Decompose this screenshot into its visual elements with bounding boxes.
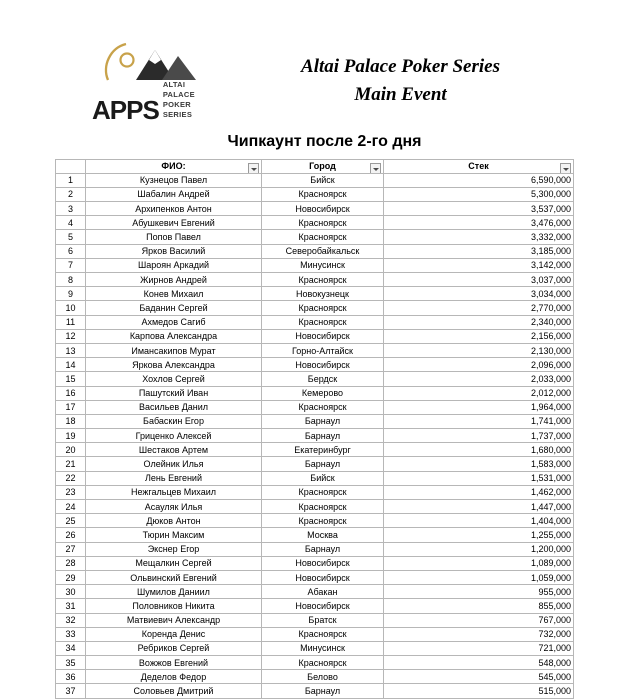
title-line-1: Altai Palace Poker Series [301,55,500,77]
cell-stack: 855,000 [384,599,574,613]
logo-apps-text: APPS [92,94,159,125]
cell-rank: 32 [56,613,86,627]
cell-name: Пашутский Иван [86,386,262,400]
table-row [56,656,574,670]
cell-stack: 1,462,000 [384,485,574,499]
cell-city: Красноярск [262,400,384,414]
cell-rank: 14 [56,358,86,372]
cell-name: Гриценко Алексей [86,429,262,443]
cell-city: Новосибирск [262,358,384,372]
cell-name: Попов Павел [86,230,262,244]
cell-rank: 31 [56,599,86,613]
cell-city: Красноярск [262,315,384,329]
cell-city: Барнаул [262,414,384,428]
cell-name: Матвиевич Александр [86,613,262,627]
cell-rank: 13 [56,343,86,357]
cell-name: Яркова Александра [86,358,262,372]
page-subtitle: Чипкаунт после 2-го дня [227,132,422,150]
cell-rank: 5 [56,230,86,244]
cell-name: Ребриков Сергей [86,641,262,655]
cell-city: Красноярск [262,627,384,641]
cell-stack: 732,000 [384,627,574,641]
cell-city: Минусинск [262,258,384,272]
cell-rank: 33 [56,627,86,641]
table-row [56,244,574,258]
table-row [56,627,574,641]
table-row [56,641,574,655]
cell-stack: 1,059,000 [384,570,574,584]
table-row [56,343,574,357]
table-row [56,542,574,556]
cell-stack: 1,404,000 [384,514,574,528]
table-row [56,400,574,414]
table-row [56,585,574,599]
cell-city: Красноярск [262,514,384,528]
logo-subtext-line1: ALTAI PALACE [162,80,195,100]
cell-city: Бердск [262,372,384,386]
cell-stack: 3,185,000 [384,244,574,258]
cell-name: Деделов Федор [86,670,262,684]
apps-logo [92,40,212,123]
cell-name: Мещалкин Сергей [86,556,262,570]
table-row [56,556,574,570]
table-row [56,372,574,386]
cell-name: Конев Михаил [86,287,262,301]
cell-stack: 1,089,000 [384,556,574,570]
cell-city: Красноярск [262,485,384,499]
cell-name: Шестаков Артем [86,443,262,457]
cell-rank: 1 [56,173,86,187]
cell-name: Нежгальцев Михаил [86,485,262,499]
cell-city: Братск [262,613,384,627]
cell-stack: 1,447,000 [384,500,574,514]
cell-name: Абушкевич Евгений [86,216,262,230]
cell-city: Красноярск [262,273,384,287]
table-row [56,443,574,457]
table-header-row [56,159,574,173]
cell-city: Екатеринбург [262,443,384,457]
cell-stack: 2,096,000 [384,358,574,372]
cell-rank: 15 [56,372,86,386]
cell-rank: 22 [56,471,86,485]
cell-name: Архипенков Антон [86,202,262,216]
header-rank [56,159,86,173]
table-row [56,485,574,499]
cell-city: Минусинск [262,641,384,655]
cell-city: Москва [262,528,384,542]
header-stack-label: Стек [468,161,489,172]
cell-rank: 4 [56,216,86,230]
table-row [56,613,574,627]
cell-city: Новокузнецк [262,287,384,301]
cell-city: Белово [262,670,384,684]
cell-stack: 3,142,000 [384,258,574,272]
cell-stack: 2,130,000 [384,343,574,357]
cell-rank: 23 [56,485,86,499]
cell-stack: 1,583,000 [384,457,574,471]
table-row [56,287,574,301]
cell-rank: 6 [56,244,86,258]
cell-rank: 29 [56,570,86,584]
cell-name: Хохлов Сергей [86,372,262,386]
cell-city: Горно-Алтайск [262,343,384,357]
cell-stack: 2,770,000 [384,301,574,315]
cell-rank: 11 [56,315,86,329]
cell-name: Экснер Егор [86,542,262,556]
logo-subtext-line2: POKER SERIES [162,100,193,120]
cell-rank: 30 [56,585,86,599]
cell-city: Барнаул [262,457,384,471]
cell-stack: 2,033,000 [384,372,574,386]
cell-rank: 24 [56,500,86,514]
table-row [56,500,574,514]
cell-stack: 955,000 [384,585,574,599]
cell-rank: 25 [56,514,86,528]
cell-name: Ярков Василий [86,244,262,258]
cell-rank: 27 [56,542,86,556]
cell-city: Красноярск [262,301,384,315]
table-row [56,471,574,485]
cell-rank: 8 [56,273,86,287]
cell-stack: 1,255,000 [384,528,574,542]
header-city-label: Город [309,161,336,172]
cell-stack: 1,680,000 [384,443,574,457]
cell-city: Северобайкальск [262,244,384,258]
document-header [0,0,629,123]
cell-city: Красноярск [262,216,384,230]
cell-city: Барнаул [262,429,384,443]
table-row [56,329,574,343]
table-row [56,301,574,315]
logo-wordmark [92,80,212,123]
cell-stack: 545,000 [384,670,574,684]
cell-name: Жирнов Андрей [86,273,262,287]
cell-stack: 3,537,000 [384,202,574,216]
cell-stack: 5,300,000 [384,187,574,201]
cell-name: Коренда Денис [86,627,262,641]
table-row [56,599,574,613]
table-row [56,414,574,428]
cell-name: Ольвинский Евгений [86,570,262,584]
table-row [56,386,574,400]
chipcount-table-wrapper [55,159,574,699]
cell-stack: 1,964,000 [384,400,574,414]
table-row [56,315,574,329]
table-row [56,230,574,244]
cell-name: Олейник Илья [86,457,262,471]
cell-stack: 767,000 [384,613,574,627]
table-row [56,684,574,698]
cell-stack: 515,000 [384,684,574,698]
cell-rank: 34 [56,641,86,655]
table-row [56,528,574,542]
cell-city: Барнаул [262,542,384,556]
header-stack[interactable] [384,159,574,173]
chipcount-table [55,159,574,699]
cell-rank: 21 [56,457,86,471]
cell-name: Карпова Александра [86,329,262,343]
cell-city: Новосибирск [262,202,384,216]
table-row [56,187,574,201]
cell-rank: 20 [56,443,86,457]
cell-rank: 9 [56,287,86,301]
page-title [212,53,629,110]
mountain-logo-icon [100,40,204,82]
header-city[interactable] [262,159,384,173]
cell-stack: 1,200,000 [384,542,574,556]
cell-name: Лень Евгений [86,471,262,485]
cell-name: Тюрин Максим [86,528,262,542]
cell-rank: 18 [56,414,86,428]
cell-city: Бийск [262,173,384,187]
cell-rank: 28 [56,556,86,570]
cell-city: Новосибирск [262,329,384,343]
cell-city: Новосибирск [262,570,384,584]
cell-city: Барнаул [262,684,384,698]
cell-rank: 2 [56,187,86,201]
cell-rank: 17 [56,400,86,414]
table-row [56,514,574,528]
table-body [56,159,574,698]
cell-city: Кемерово [262,386,384,400]
cell-rank: 37 [56,684,86,698]
table-row [56,273,574,287]
cell-stack: 3,332,000 [384,230,574,244]
cell-name: Кузнецов Павел [86,173,262,187]
cell-city: Красноярск [262,500,384,514]
cell-name: Баданин Сергей [86,301,262,315]
table-row [56,258,574,272]
cell-name: Вожжов Евгений [86,656,262,670]
cell-city: Бийск [262,471,384,485]
cell-rank: 7 [56,258,86,272]
cell-stack: 2,340,000 [384,315,574,329]
cell-rank: 3 [56,202,86,216]
table-row [56,173,574,187]
table-row [56,457,574,471]
cell-name: Половников Никита [86,599,262,613]
cell-name: Шароян Аркадий [86,258,262,272]
cell-stack: 1,737,000 [384,429,574,443]
cell-name: Асауляк Илья [86,500,262,514]
cell-rank: 26 [56,528,86,542]
filter-dropdown-icon-name[interactable] [248,163,259,174]
cell-name: Шабалин Андрей [86,187,262,201]
cell-name: Шумилов Даниил [86,585,262,599]
table-row [56,202,574,216]
cell-rank: 19 [56,429,86,443]
filter-dropdown-icon-city[interactable] [370,163,381,174]
cell-city: Абакан [262,585,384,599]
table-row [56,429,574,443]
header-name-label: ФИО: [161,161,186,172]
cell-rank: 36 [56,670,86,684]
logo-subtext [163,80,212,123]
cell-stack: 1,741,000 [384,414,574,428]
cell-rank: 10 [56,301,86,315]
cell-stack: 548,000 [384,656,574,670]
cell-name: Соловьев Дмитрий [86,684,262,698]
cell-city: Красноярск [262,656,384,670]
cell-rank: 16 [56,386,86,400]
header-name[interactable] [86,159,262,173]
table-row [56,570,574,584]
cell-rank: 35 [56,656,86,670]
cell-rank: 12 [56,329,86,343]
cell-city: Новосибирск [262,599,384,613]
cell-stack: 3,476,000 [384,216,574,230]
cell-stack: 2,156,000 [384,329,574,343]
cell-city: Новосибирск [262,556,384,570]
cell-stack: 2,012,000 [384,386,574,400]
cell-name: Бабаскин Егор [86,414,262,428]
table-row [56,358,574,372]
cell-stack: 1,531,000 [384,471,574,485]
cell-name: Васильев Данил [86,400,262,414]
title-line-2: Main Event [354,84,447,106]
cell-stack: 6,590,000 [384,173,574,187]
table-row [56,216,574,230]
cell-name: Ахмедов Сагиб [86,315,262,329]
table-row [56,670,574,684]
filter-dropdown-icon-stack[interactable] [560,163,571,174]
cell-name: Дюков Антон [86,514,262,528]
cell-name: Имансакипов Мурат [86,343,262,357]
cell-stack: 721,000 [384,641,574,655]
cell-stack: 3,034,000 [384,287,574,301]
cell-stack: 3,037,000 [384,273,574,287]
cell-city: Красноярск [262,187,384,201]
cell-city: Красноярск [262,230,384,244]
